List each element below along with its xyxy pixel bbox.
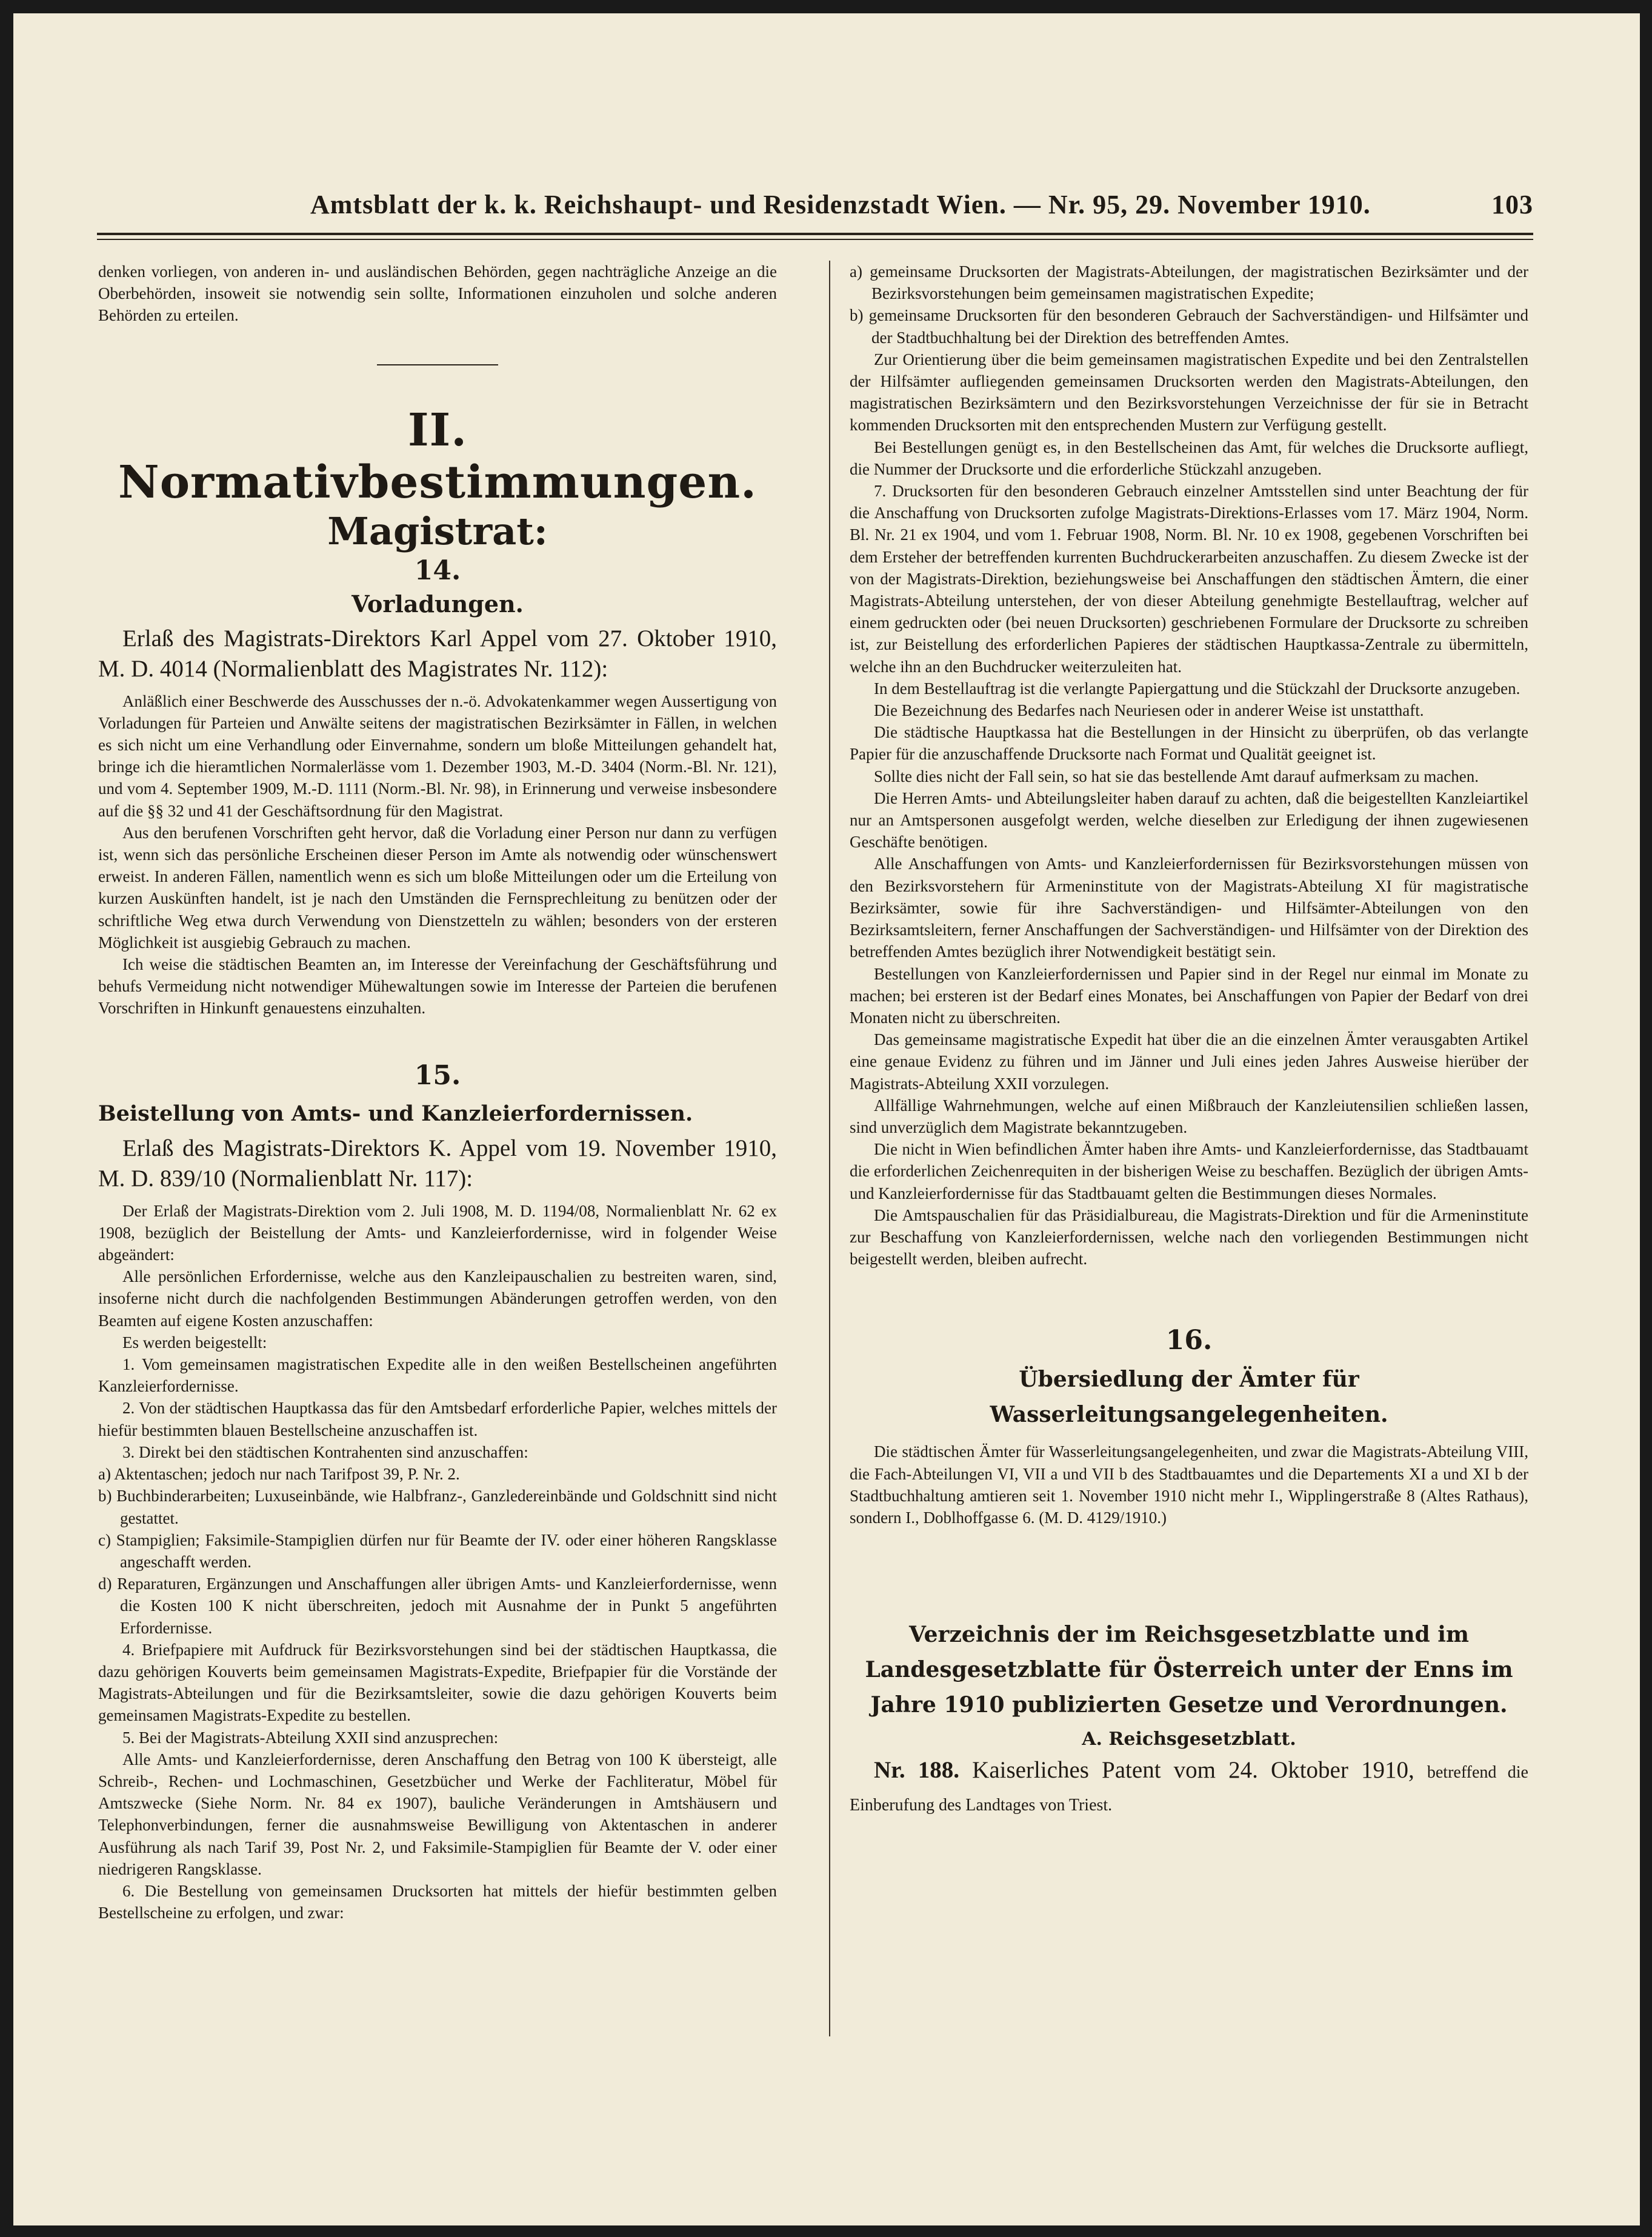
s15-item-continued: b) gemeinsame Drucksorten für den besonderen Gebrauch der Sachverständigen- und Hilfsämter und der Stadtbuchhaltung bei der Direktion des betreffenden Amtes. [850, 306, 1528, 347]
s15-erlass: Erlaß des Magistrats-Direktors K. Appel vom 19. November 1910, M. D. 839/10 (Normalienblatt Nr. 117): [98, 1135, 777, 1192]
document-page [13, 13, 1640, 2225]
s15-paragraph: Es werden beigestellt: [122, 1333, 267, 1352]
nr188-title: Kaiserliches Patent vom 24. Oktober 1910, [972, 1757, 1414, 1784]
s14-title: Vorladungen. [351, 590, 524, 618]
running-title: Amtsblatt der k. k. Reichshaupt- und Residenzstadt Wien. — Nr. 95, 29. November 1910. [310, 190, 1371, 219]
s15-number: 15. [414, 1059, 461, 1091]
s16-number: 16. [1165, 1325, 1213, 1356]
s15-paragraph: Alle persönlichen Erfordernisse, welche aus den Kanzleipauschalien zu bestreiten waren, sind, insoferne nicht durch die nachfolgenden Bestimmungen Abänderungen getroffen werden, von den Beamten auf eigene Kosten anzuschaffen: [98, 1267, 777, 1330]
s15-paragraph: 3. Direkt bei den städtischen Kontrahenten sind anzuschaffen: [122, 1442, 528, 1461]
section-divider [377, 364, 498, 365]
s15-paragraph: Der Erlaß der Magistrats-Direktion vom 2. Juli 1908, M. D. 1194/08, Normalienblatt Nr. 62 ex 1908, bezüglich der Beistellung der Amts- und Kanzleierfordernisse, wird in folgender Weise abgeändert: [98, 1201, 777, 1264]
s15-paragraph-continued: In dem Bestellauftrag ist die verlangte Papiergattung und die Stückzahl der Drucksorte anzugeben. [874, 679, 1520, 698]
running-header [97, 189, 1533, 225]
s16-text: Die städtischen Ämter für Wasserleitungsangelegenheiten, und zwar die Magistrats-Abteilung VIII, die Fach-Abteilungen VI, VII a und VII b des Stadtbauamtes und die Departements XI a und XI b der Stadtbuchhaltung amtieren seit 1. November 1910 nicht mehr I., Wipplingerstraße 8 (Altes Rathaus), sondern I., Doblhoffgasse 6. (M. D. 4129/1910.) [850, 1442, 1528, 1527]
s15-paragraph-continued: Sollte dies nicht der Fall sein, so hat sie das bestellende Amt darauf aufmerksam zu machen. [874, 767, 1479, 785]
column-divider [829, 261, 830, 2036]
s15-paragraph: 6. Die Bestellung von gemeinsamen Drucksorten hat mittels der hiefür bestimmten gelben Bestellscheine zu erfolgen, und zwar: [98, 1881, 777, 1922]
s14-erlass: Erlaß des Magistrats-Direktors Karl Appel vom 27. Oktober 1910, M. D. 4014 (Normalienblatt des Magistrates Nr. 112): [98, 625, 777, 682]
s15-item: c) Stampiglien; Faksimile-Stampiglien dürfen nur für Beamte der IV. oder einer höheren Rangsklasse angeschafft werden. [98, 1530, 777, 1571]
section-title: II. Normativbestimmungen. [118, 404, 757, 508]
s15-item: a) Aktentaschen; jedoch nur nach Tarifpost 39, P. Nr. 2. [98, 1465, 460, 1484]
nr188-subject: betreffend die Einberufung des Landtages von Triest. [850, 1763, 1528, 1815]
page-number: 103 [1491, 190, 1533, 219]
s15-paragraph-continued: Die Bezeichnung des Bedarfes nach Neuriesen oder in anderer Weise ist unstatthaft. [874, 701, 1424, 720]
s15-paragraph-continued: 7. Drucksorten für den besonderen Gebrauch einzelner Amtsstellen sind unter Beachtung der für die Anschaffung von Drucksorten zufolge Magistrats-Direktions-Erlasses vom 17. März 1904, Norm. Bl. Nr. 21 ex 1904, und vom 1. Februar 1908, Norm. Bl. Nr. 10 ex 1908, gegebenen Vorschriften bei dem Ersteher der betreffenden kurrenten Buchdruckerarbeiten anzuschaffen. Zu diesem Zwecke ist der von der Magistrats-Direktion, beziehungsweise bei Anschaffungen den städtischen Ämtern, die einer Magistrats-Abteilung unterstehen, der von dieser Abteilung genehmigte Bestellauftrag, welcher auf einem gedruckten oder (bei neuen Drucksorten) geschriebenen Formulare der Drucksorte zu schreiben ist, zur Beistellung des erforderlichen Papieres der städtischen Hauptkassa-Zentrale zu übermitteln, welche ihn an den Buchdrucker weiterzuleiten hat. [850, 482, 1528, 676]
s15-paragraph-continued: Zur Orientierung über die beim gemeinsamen magistratischen Expedite und bei den Zentralstellen der Hilfsämter aufliegenden gemeinsamen Drucksorten werden den Magistrats-Abteilungen, den magistratischen Bezirksämtern und den Bezirksvorstehungen Verzeichnisse der für sie in Betracht kommenden Drucksorten mit den entsprechenden Mustern zur Verfügung gestellt. [850, 350, 1528, 435]
verzeichnis-subtitle: A. Reichsgesetzblatt. [1082, 1729, 1296, 1750]
s14-number: 14. [414, 555, 461, 586]
s14-paragraph: Ich weise die städtischen Beamten an, im Interesse der Vereinfachung der Geschäftsführung und behufs Vermeidung nicht notwendiger Mühewaltungen sowie im Interesse der Parteien die berufenen Vorschriften in Hinkunft genauestens einzuhalten. [98, 955, 777, 1018]
s15-paragraph-continued: Die Herren Amts- und Abteilungsleiter haben darauf zu achten, daß die beigestellten Kanzleiartikel nur an Amtspersonen ausgefolgt werden, welche dieselben zur Erledigung der ihnen zugewiesenen Geschäfte benötigen. [850, 788, 1528, 852]
s15-paragraph: 1. Vom gemeinsamen magistratischen Expedite alle in den weißen Bestellscheinen angeführten Kanzleierfordernisse. [98, 1355, 777, 1396]
s15-paragraph-continued: Bei Bestellungen genügt es, in den Bestellscheinen das Amt, für welches die Drucksorte aufliegt, die Nummer der Drucksorte und die erforderliche Stückzahl anzugeben. [850, 438, 1528, 478]
s15-title: Beistellung von Amts- und Kanzleierfordernissen. [98, 1101, 693, 1126]
s15-paragraph-continued: Alle Anschaffungen von Amts- und Kanzleierfordernissen für Bezirksvorstehungen müssen von den Bezirksvorstehern für Armeninstitute von der Magistrats-Abteilung XI für magistratische Bezirksämter, sowie für ihre Sachverständigen- und Hilfsämter-Abteilungen von den Bezirksamtsleitern, ferner Anschaffungen der Sachverständigen- und Hilfsämter von der Direktion des betreffenden Amtes bezüglich ihrer Notwendigkeit bestätigt sein. [850, 855, 1528, 961]
nr188-entry [850, 1755, 1528, 1821]
s15-paragraph-continued: Das gemeinsame magistratische Expedit hat über die an die einzelnen Ämter verausgabten Artikel eine genaue Evidenz zu führen und im Jänner und Juli eines jeden Jahres Ausweise hierüber der Magistrats-Abteilung XXII vorzulegen. [850, 1030, 1528, 1093]
authority-heading: Magistrat: [327, 508, 548, 553]
s14-paragraph: Anläßlich einer Beschwerde des Ausschusses der n.-ö. Advokatenkammer wegen Aussertigung von Vorladungen für Parteien und Anwälte seitens der magistratischen Bezirksämter in Fällen, in welchen es sich nicht um eine Verhandlung oder Einvernahme, sondern um bloße Mitteilungen gehandelt hat, bringe ich die hieramtlichen Normalerlässe vom 1. Dezember 1903, M.-D. 3404 (Norm.-Bl. Nr. 121), und vom 4. September 1909, M.-D. 1111 (Norm.-Bl. Nr. 98), in Erinnerung und verweise insbesondere auf die §§ 32 und 41 der Geschäftsordnung für den Magistrat. [98, 692, 777, 820]
s15-paragraph: Alle Amts- und Kanzleierfordernisse, deren Anschaffung den Betrag von 100 K übersteigt, alle Schreib-, Rechen- und Lochmaschinen, Gesetzbücher und Werke der Fachliteratur, Möbel für Amtszwecke (Siehe Norm. Nr. 84 ex 1907), bauliche Veränderungen in Amtshäusern und Telephonverbindungen, ferner die ausnahmsweise Bewilligung von Aktentaschen in anderer Ausführung als nach Tarif 39, Post Nr. 2, und Faksimile-Stampiglien für Beamte der V. oder einer niedrigeren Rangsklasse. [98, 1750, 777, 1878]
right-column [850, 261, 1528, 1821]
s15-paragraph: 4. Briefpapiere mit Aufdruck für Bezirksvorstehungen sind bei der städtischen Hauptkassa, die dazu gehörigen Kouverts beim gemeinsamen Magistrats-Expedite, Briefpapier für die Vorstände der Magistrats-Abteilungen und für die Bezirksamtsleiter, sowie die dazu gehörigen Kouverts beim gemeinsamen Magistrats-Expedite zu bestellen. [98, 1640, 777, 1725]
s15-paragraph: 2. Von der städtischen Hauptkassa das für den Amtsbedarf erforderliche Papier, welches mittels der hiefür bestimmten blauen Bestellscheine anzuschaffen ist. [98, 1399, 777, 1439]
left-column [98, 261, 777, 1924]
header-rule-bottom [97, 239, 1533, 240]
s15-paragraph-continued: Die städtische Hauptkassa hat die Bestellungen in der Hinsicht zu überprüfen, ob das verlangte Papier für die anzuschaffende Drucksorte nach Format und Qualität geeignet ist. [850, 723, 1528, 764]
verzeichnis-title: Verzeichnis der im Reichsgesetzblatte und im Landesgesetzblatte für Österreich unter der Enns im Jahre 1910 publizierten Gesetze und Verordnungen. [865, 1622, 1513, 1718]
s15-paragraph: 5. Bei der Magistrats-Abteilung XXII sind anzusprechen: [122, 1728, 499, 1747]
s15-paragraph-continued: Allfällige Wahrnehmungen, welche auf einen Mißbrauch der Kanzleiutensilien schließen lassen, sind unverzüglich dem Magistrate bekanntzugeben. [850, 1096, 1528, 1136]
s14-paragraph: Aus den berufenen Vorschriften geht hervor, daß die Vorladung einer Person nur dann zu verfügen ist, wenn sich das persönliche Erscheinen dieser Person im Amte als notwendig oder wünschenswert erweist. In anderen Fällen, namentlich wenn es sich um bloße Mitteilungen oder um die Erteilung von kurzen Auskünften handelt, ist je nach den Umständen die Fernsprechleitung zu benützen oder der schriftliche Weg etwa durch Verwendung von Dienstzetteln zu wählen; besonders von der ersteren Möglichkeit ist ausgiebig Gebrauch zu machen. [98, 823, 777, 952]
s15-paragraph-continued: Die Amtspauschalien für das Präsidialbureau, die Magistrats-Direktion und für die Armeninstitute zur Beschaffung von Kanzleierfordernissen, welche nach den vorliegenden Bestimmungen nicht beigestellt werden, bleiben aufrecht. [850, 1205, 1528, 1269]
s15-item: b) Buchbinderarbeiten; Luxuseinbände, wie Halbfranz-, Ganzledereinbände und Goldschnitt sind nicht gestattet. [98, 1487, 777, 1527]
nr188-label: Nr. 188. [874, 1757, 960, 1784]
s15-item: d) Reparaturen, Ergänzungen und Anschaffungen aller übrigen Amts- und Kanzleierfordernisse, wenn die Kosten 100 K nicht überschreiten, jedoch mit Ausnahme der in Punkt 5 angeführten Erfordernisse. [98, 1575, 777, 1637]
header-rule-top [97, 233, 1533, 235]
s16-title: Übersiedlung der Ämter für Wasserleitungsangelegenheiten. [990, 1367, 1388, 1428]
intro-paragraph: denken vorliegen, von anderen in- und ausländischen Behörden, gegen nachträgliche Anzeige an die Oberbehörden, insoweit sie notwendig sein sollte, Informationen einzuholen und solche anderen Behörden zu erteilen. [98, 262, 777, 325]
s15-paragraph-continued: Die nicht in Wien befindlichen Ämter haben ihre Amts- und Kanzleierfordernisse, das Stadtbauamt die erforderlichen Zeichenrequiten in der bisherigen Weise zu beschaffen. Bezüglich der übrigen Amts- und Kanzleierfordernisse für das Stadtbauamt gelten die Bestimmungen dieses Normales. [850, 1140, 1528, 1202]
s15-paragraph-continued: Bestellungen von Kanzleierfordernissen und Papier sind in der Regel nur einmal im Monate zu machen; bei ersteren ist der Bedarf eines Monates, bei Anschaffungen von Papier der Bedarf von drei Monaten nicht zu überschreiten. [850, 964, 1528, 1027]
s15-item-continued: a) gemeinsame Drucksorten der Magistrats-Abteilungen, der magistratischen Bezirksämter und der Bezirksvorstehungen beim gemeinsamen magistratischen Expedite; [850, 262, 1528, 303]
